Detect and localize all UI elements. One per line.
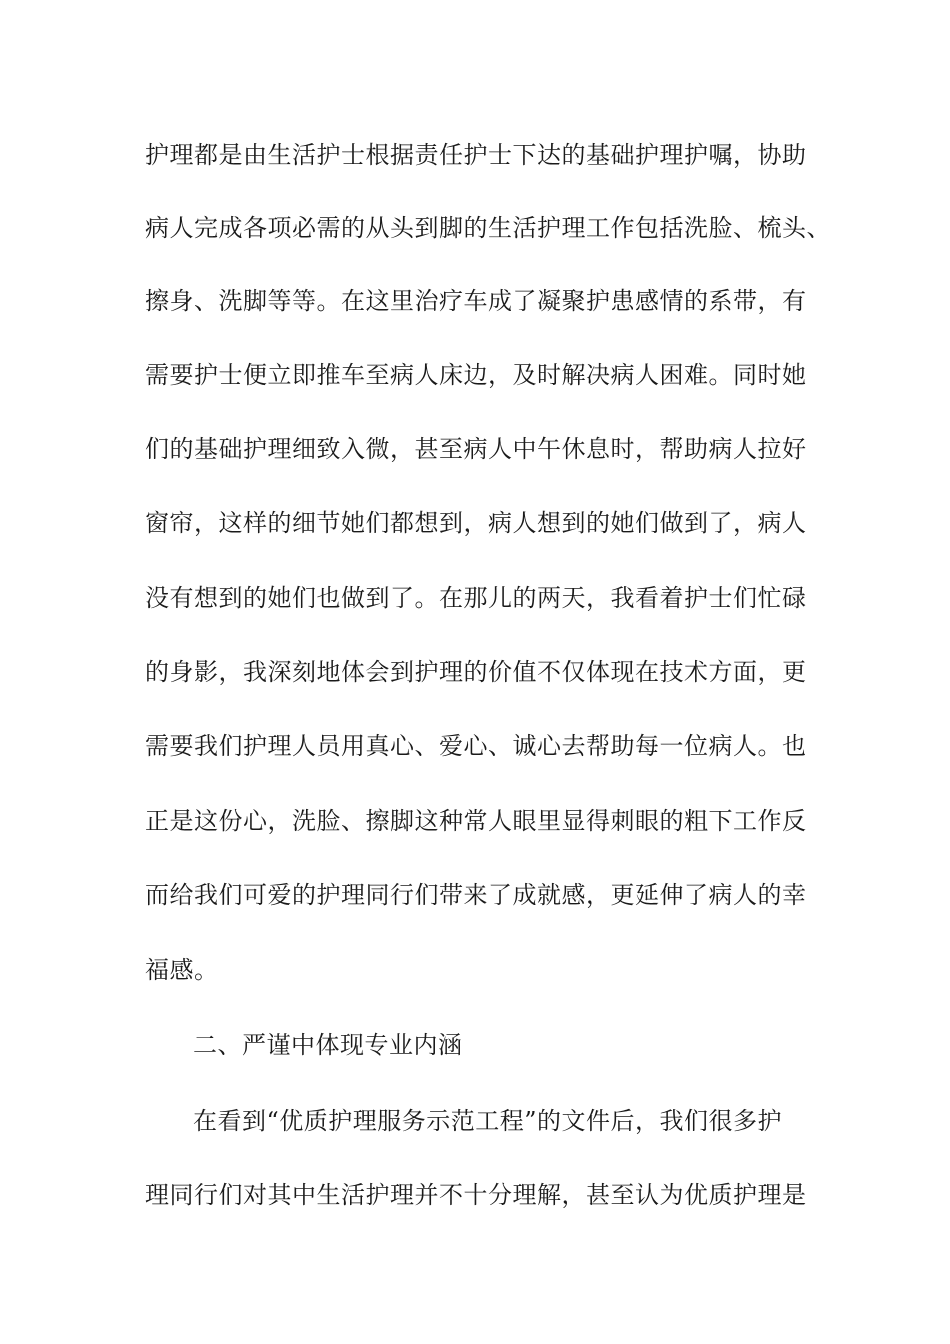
body-line-4: 需要护士便立即推车至病人床边，及时解决病人困难。同时她	[145, 361, 807, 389]
body-line-6: 窗帘，这样的细节她们都想到，病人想到的她们做到了，病人	[145, 509, 807, 537]
body-line-13: 在看到“优质护理服务示范工程”的文件后，我们很多护	[193, 1107, 783, 1135]
body-line-7: 没有想到的她们也做到了。在那儿的两天，我看着护士们忙碌	[145, 584, 807, 612]
body-line-3: 擦身、洗脚等等。在这里治疗车成了凝聚护患感情的系带，有	[145, 287, 807, 315]
body-line-11: 而给我们可爱的护理同行们带来了成就感，更延伸了病人的幸	[145, 881, 807, 909]
body-line-12: 福感。	[145, 956, 219, 984]
body-line-2: 病人完成各项必需的从头到脚的生活护理工作包括洗脸、梳头、	[145, 214, 831, 242]
section-heading: 二、严谨中体现专业内涵	[193, 1031, 463, 1059]
body-line-14: 理同行们对其中生活护理并不十分理解，甚至认为优质护理是	[145, 1181, 807, 1209]
body-line-8: 的身影，我深刻地体会到护理的价值不仅体现在技术方面，更	[145, 658, 807, 686]
body-line-1: 护理都是由生活护士根据责任护士下达的基础护理护嘱，协助	[145, 141, 807, 169]
body-line-5: 们的基础护理细致入微，甚至病人中午休息时，帮助病人拉好	[145, 435, 807, 463]
body-line-10: 正是这份心，洗脸、擦脚这种常人眼里显得刺眼的粗下工作反	[145, 807, 807, 835]
body-line-9: 需要我们护理人员用真心、爱心、诚心去帮助每一位病人。也	[145, 732, 807, 760]
